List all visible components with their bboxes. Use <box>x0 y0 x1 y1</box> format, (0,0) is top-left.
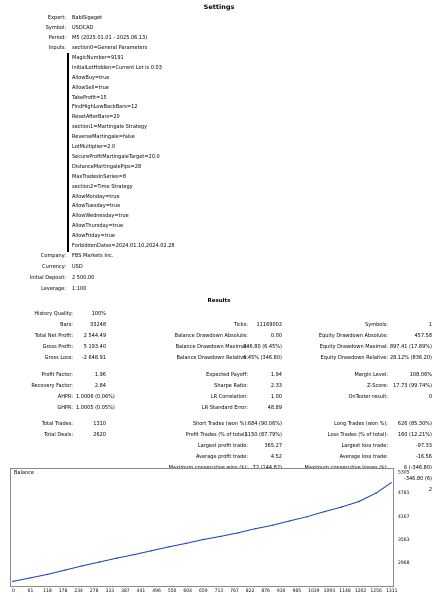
balance-series-line <box>13 483 391 582</box>
result-value: 0 <box>428 394 432 400</box>
input-parameter: DistanceMartingalePips=28 <box>67 162 141 173</box>
x-tick-label: 387 <box>121 589 130 594</box>
x-axis <box>10 586 410 594</box>
balance-point <box>254 528 256 530</box>
result-value: 160 (12.21%) <box>397 432 432 438</box>
result-label: LR Correlation: <box>210 394 248 400</box>
x-tick-label: 1202 <box>354 589 367 594</box>
result-value: 1.96 <box>94 372 106 378</box>
result-value: -16.56 <box>415 454 432 460</box>
result-value: 108.06% <box>409 372 432 378</box>
result-value: 4.52 <box>270 454 282 460</box>
result-value: 48.89 <box>267 405 282 411</box>
result-label: Average profit trade: <box>195 454 248 460</box>
balance-point <box>185 543 187 545</box>
inputs-label: Inputs: <box>48 45 66 51</box>
result-value: 1150 (87.79%) <box>244 432 282 438</box>
x-tick-label: 118 <box>43 589 52 594</box>
result-value: 5 193.40 <box>83 344 106 350</box>
result-value: 28.12% (836.20) <box>389 355 432 361</box>
settings-title: Settings <box>203 3 235 11</box>
result-value: 0.00 <box>270 333 282 339</box>
company-label: Company: <box>40 253 66 259</box>
result-value <box>76 452 106 462</box>
result-label: Equity Drawdown Maximal: <box>319 344 388 350</box>
balance-point <box>306 516 308 518</box>
result-label <box>0 441 73 451</box>
history-quality-value: 100% <box>91 311 106 317</box>
x-tick-label: 441 <box>136 589 146 594</box>
result-value: 2 544.49 <box>83 333 106 339</box>
result-value: 6 (-346.80) <box>404 465 432 471</box>
balance-point <box>289 520 291 522</box>
input-parameter: LotMultiplier=2.0 <box>67 142 115 153</box>
result-value: 2.84 <box>94 383 106 389</box>
leverage-label: Leverage: <box>41 286 66 292</box>
input-parameter: SecureProfitMartingaleTarget=20.0 <box>67 152 160 163</box>
leverage-row <box>0 284 438 295</box>
result-value: 17.73 (99.74%) <box>393 383 432 389</box>
x-tick-label: 604 <box>183 589 193 594</box>
result-label: Largest loss trade: <box>341 443 388 449</box>
x-tick-label: 767 <box>230 589 239 594</box>
x-tick-label: 1093 <box>323 589 336 594</box>
result-value <box>76 441 106 451</box>
input-parameter: ResetAfterBars=20 <box>67 112 120 123</box>
balance-chart-svg <box>11 469 393 586</box>
x-tick-label: 496 <box>152 589 161 594</box>
symbol-label: Symbol: <box>45 25 66 31</box>
input-parameter: MaxTradesInSeries=8 <box>67 172 126 183</box>
balance-point <box>358 501 360 503</box>
input-parameter: AllowBuy=true <box>67 73 109 84</box>
y-tick-label: 4781 <box>398 490 410 496</box>
company-value: FBS Markets Inc. <box>72 253 114 259</box>
expert-value: BabiSigaget <box>72 15 103 21</box>
result-label: Total Net Profit: <box>34 333 73 339</box>
result-label: GHPR: <box>57 405 73 411</box>
y-tick-label: 4167 <box>398 514 410 520</box>
currency-value: USD <box>72 264 83 270</box>
result-label: Total Deals: <box>44 432 73 438</box>
input-parameter: ReverseMartingale=false <box>67 132 135 143</box>
input-parameter: AllowWednesday=true <box>67 211 129 222</box>
balance-point <box>237 532 239 534</box>
x-tick-label: 178 <box>58 589 68 594</box>
result-value: 684 (90.06%) <box>247 421 282 427</box>
balance-point <box>12 581 14 583</box>
balance-point <box>81 565 83 567</box>
leverage-value: 1:100 <box>72 286 87 292</box>
input-parameter: AllowMonday=true <box>67 192 120 203</box>
result-value: -346.80 (6) <box>404 476 432 482</box>
result-value: 2 <box>428 487 432 493</box>
x-tick-label: 1148 <box>339 589 351 594</box>
result-label: Recovery Factor: <box>31 383 73 389</box>
result-label: Profit Trades (% of total): <box>185 432 248 438</box>
result-label: Long Trades (won %): <box>334 421 388 427</box>
result-label: Balance Drawdown Absolute: <box>174 333 248 339</box>
result-value: 1.94 <box>270 372 282 378</box>
x-tick-label: 822 <box>245 589 255 594</box>
result-label: Short Trades (won %): <box>192 421 248 427</box>
result-label: AHPR: <box>57 394 73 400</box>
balance-point <box>375 492 377 494</box>
result-value: 33248 <box>90 322 106 328</box>
chart-legend-label: Balance <box>14 470 34 476</box>
result-label: Expected Payoff: <box>206 372 248 378</box>
result-label: Symbols: <box>365 322 388 328</box>
balance-point <box>220 536 222 538</box>
symbol-value: USDCAD <box>72 25 94 31</box>
input-parameter: InitialLotHidden=Current Lot is 0.03 <box>67 63 162 74</box>
result-value: 1.0005 (0.05%) <box>76 405 115 411</box>
initial-deposit-row <box>0 273 438 284</box>
input-parameter: TakeProfit=15 <box>67 93 107 104</box>
result-value: 2.33 <box>270 383 282 389</box>
result-label: Profit Factor: <box>41 372 73 378</box>
result-value: -2 648.91 <box>81 355 106 361</box>
x-tick-label: 1039 <box>308 589 320 594</box>
result-label: LR Standard Error: <box>202 405 248 411</box>
result-label: Balance Drawdown Relative: <box>176 355 248 361</box>
balance-point <box>151 550 153 552</box>
result-label: Total Trades: <box>41 421 73 427</box>
result-label: Sharpe Ratio: <box>214 383 248 389</box>
x-tick-label: 1256 <box>370 589 382 594</box>
balance-point <box>341 506 343 508</box>
balance-point <box>116 557 118 559</box>
input-parameter: section0=General Parameters <box>72 45 148 51</box>
result-label <box>0 452 73 462</box>
balance-point <box>168 546 170 548</box>
result-label: Loss Trades (% of total): <box>327 432 388 438</box>
result-label: Equity Drawdown Relative: <box>320 355 388 361</box>
balance-point <box>324 511 326 513</box>
x-tick-label: 985 <box>292 589 302 594</box>
balance-point <box>47 574 49 576</box>
results-title: Results <box>207 298 231 304</box>
result-value: 457.58 <box>414 333 432 339</box>
result-value <box>386 403 432 413</box>
x-tick-label: 333 <box>105 589 115 594</box>
input-parameter: AllowThursday=true <box>67 221 123 232</box>
result-label: Equity Drawdown Absolute: <box>318 333 388 339</box>
input-parameter: AllowFriday=true <box>67 231 115 242</box>
chart-frame <box>10 468 394 587</box>
result-label: Average loss trade: <box>339 454 388 460</box>
period-label: Period: <box>48 35 66 41</box>
x-tick-label: 713 <box>214 589 224 594</box>
x-tick-label: 550 <box>167 589 177 594</box>
result-label: Margin Level: <box>354 372 388 378</box>
x-tick-label: 234 <box>74 589 83 594</box>
input-parameter: MagicNumber=9191 <box>67 53 124 64</box>
result-label: Balance Drawdown Maximal: <box>175 344 248 350</box>
balance-point <box>99 561 101 563</box>
result-value: 1.0006 (0.06%) <box>76 394 115 400</box>
balance-point <box>29 577 31 579</box>
result-value: 897.41 (17.89%) <box>389 344 432 350</box>
period-value: M5 (2025.01.01 - 2025.06.13) <box>72 35 148 41</box>
x-tick-label: 1311 <box>386 589 398 594</box>
balance-point <box>390 482 392 484</box>
result-value: 626 (85.30%) <box>397 421 432 427</box>
result-label: Gross Loss: <box>44 355 73 361</box>
result-value: 11169002 <box>256 322 282 328</box>
balance-point <box>64 569 66 571</box>
x-tick-label: 61 <box>27 589 34 594</box>
y-tick-label: 3563 <box>398 538 410 544</box>
x-tick-label: 659 <box>199 589 208 594</box>
x-tick-label: 0 <box>12 589 15 594</box>
result-value: 365.27 <box>264 443 282 449</box>
input-parameter: section2=Time Strategy <box>67 182 133 193</box>
input-parameter: AllowSell=true <box>67 83 109 94</box>
y-axis <box>394 468 428 585</box>
result-value: 346.80 (6.45%) <box>243 344 282 350</box>
result-label: Gross Profit: <box>42 344 73 350</box>
result-value: 1.00 <box>270 394 282 400</box>
balance-point <box>202 539 204 541</box>
balance-chart <box>10 468 428 592</box>
initial-deposit-label: Initial Deposit: <box>29 275 66 281</box>
x-tick-label: 930 <box>276 589 286 594</box>
y-tick-label: 5305 <box>398 470 410 476</box>
balance-point <box>133 554 135 556</box>
result-label: Z-Score: <box>367 383 388 389</box>
result-value: 2620 <box>93 432 106 438</box>
input-parameter: FindHighLowBackBars=12 <box>67 102 137 113</box>
result-label: Largest profit trade: <box>197 443 248 449</box>
history-quality-label: History Quality: <box>34 311 73 317</box>
initial-deposit-value: 2 500.00 <box>72 275 95 281</box>
result-label: Ticks: <box>233 322 248 328</box>
result-label: OnTester result: <box>348 394 388 400</box>
expert-label: Expert: <box>47 15 66 21</box>
company-row <box>0 251 438 262</box>
currency-row <box>0 262 438 273</box>
result-value: 1310 <box>93 421 106 427</box>
currency-label: Currency: <box>42 264 66 270</box>
input-parameter: AllowTuesday=true <box>67 201 120 212</box>
result-label <box>258 403 388 413</box>
result-label: Bars: <box>60 322 73 328</box>
balance-point <box>272 524 274 526</box>
balance-points <box>12 482 392 582</box>
result-value: -97.33 <box>415 443 432 449</box>
result-value: 6.45% (346.80) <box>243 355 282 361</box>
result-value: 1 <box>428 322 432 328</box>
input-parameter: section1=Martingale Strategy <box>67 122 147 133</box>
y-tick-label: 2968 <box>398 561 410 567</box>
input-parameter: ForbiddenDates=2024.01.10,2024.02.28 <box>67 241 175 252</box>
x-tick-label: 876 <box>261 589 270 594</box>
x-tick-label: 278 <box>89 589 99 594</box>
